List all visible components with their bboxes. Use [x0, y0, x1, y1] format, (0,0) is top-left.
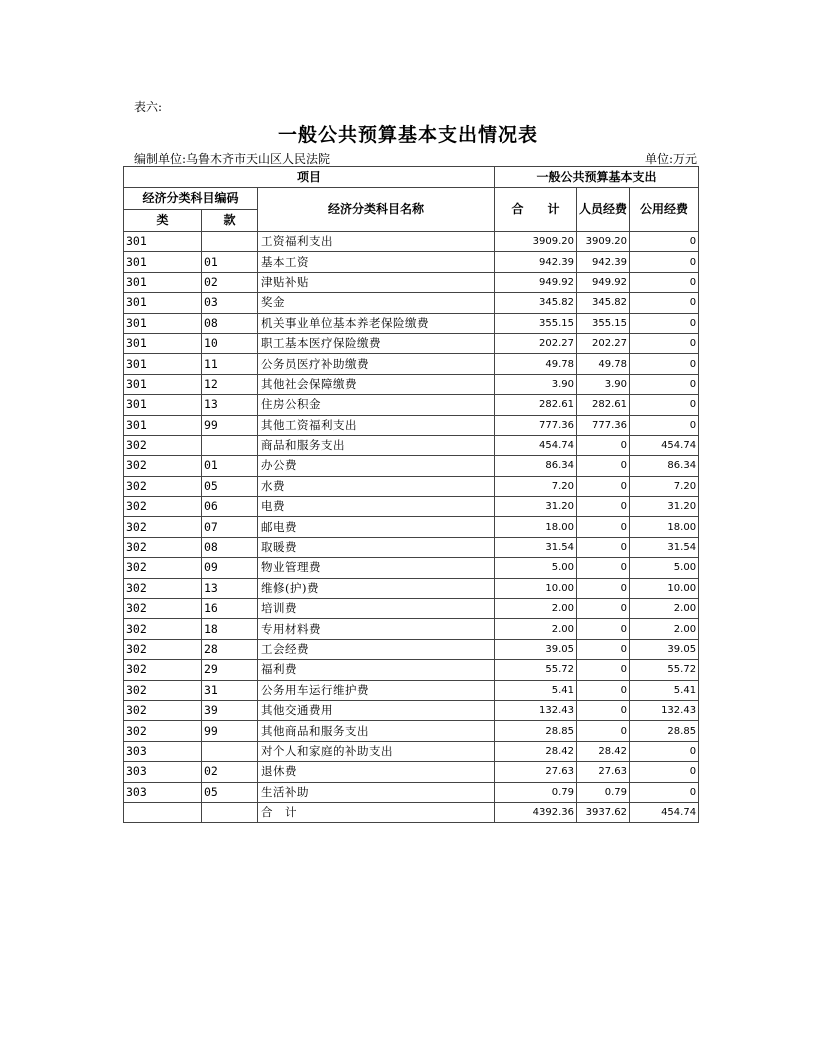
- header-total: 合 计: [495, 188, 577, 232]
- row-total: 7.20: [495, 476, 577, 496]
- row-category: 301: [124, 272, 202, 292]
- row-personnel: 355.15: [577, 313, 630, 333]
- row-category: 302: [124, 619, 202, 639]
- row-name: 电费: [258, 497, 495, 517]
- row-personnel: 0: [577, 619, 630, 639]
- row-public: 0: [630, 252, 699, 272]
- row-public: 31.54: [630, 537, 699, 557]
- row-public: 0: [630, 762, 699, 782]
- row-name: 退休费: [258, 762, 495, 782]
- row-category: 303: [124, 782, 202, 802]
- row-total: 5.41: [495, 680, 577, 700]
- row-public: 132.43: [630, 700, 699, 720]
- row-subcategory: 16: [202, 599, 258, 619]
- row-personnel: 0: [577, 660, 630, 680]
- row-category: 301: [124, 293, 202, 313]
- row-total: 5.00: [495, 558, 577, 578]
- expenditure-table: [123, 166, 699, 823]
- header-item: 项目: [124, 167, 495, 188]
- row-public: 2.00: [630, 619, 699, 639]
- totals-total: 4392.36: [495, 802, 577, 822]
- row-total: 3909.20: [495, 232, 577, 252]
- table-row: [124, 272, 699, 292]
- row-category: 301: [124, 415, 202, 435]
- row-personnel: 0: [577, 476, 630, 496]
- row-personnel: 282.61: [577, 395, 630, 415]
- row-public: 0: [630, 415, 699, 435]
- row-category: 302: [124, 639, 202, 659]
- row-public: 10.00: [630, 578, 699, 598]
- row-name: 其他工资福利支出: [258, 415, 495, 435]
- row-name: 维修(护)费: [258, 578, 495, 598]
- row-name: 生活补助: [258, 782, 495, 802]
- table-row: [124, 395, 699, 415]
- row-public: 0: [630, 272, 699, 292]
- row-subcategory: 08: [202, 313, 258, 333]
- table-row: [124, 619, 699, 639]
- row-personnel: 3.90: [577, 374, 630, 394]
- row-total: 28.42: [495, 741, 577, 761]
- table-body: [124, 232, 699, 803]
- row-personnel: 49.78: [577, 354, 630, 374]
- row-name: 取暖费: [258, 537, 495, 557]
- row-total: 55.72: [495, 660, 577, 680]
- row-category: 302: [124, 721, 202, 741]
- row-name: 基本工资: [258, 252, 495, 272]
- row-subcategory: 02: [202, 762, 258, 782]
- totals-sub: [202, 802, 258, 822]
- row-subcategory: 07: [202, 517, 258, 537]
- row-subcategory: 10: [202, 333, 258, 353]
- table-row: [124, 639, 699, 659]
- row-total: 49.78: [495, 354, 577, 374]
- row-subcategory: 18: [202, 619, 258, 639]
- row-subcategory: 05: [202, 782, 258, 802]
- row-public: 0: [630, 395, 699, 415]
- row-category: 302: [124, 660, 202, 680]
- table-row: [124, 599, 699, 619]
- table-row: [124, 313, 699, 333]
- row-category: 302: [124, 599, 202, 619]
- row-name: 邮电费: [258, 517, 495, 537]
- row-subcategory: 09: [202, 558, 258, 578]
- row-subcategory: 11: [202, 354, 258, 374]
- header-category: 类: [124, 210, 202, 232]
- row-name: 工会经费: [258, 639, 495, 659]
- row-category: 302: [124, 456, 202, 476]
- row-public: 7.20: [630, 476, 699, 496]
- row-total: 39.05: [495, 639, 577, 659]
- row-category: 303: [124, 741, 202, 761]
- row-name: 商品和服务支出: [258, 435, 495, 455]
- row-total: 345.82: [495, 293, 577, 313]
- header-budget-group: 一般公共预算基本支出: [495, 167, 699, 188]
- row-total: 18.00: [495, 517, 577, 537]
- header-subcategory: 款: [202, 210, 258, 232]
- row-name: 专用材料费: [258, 619, 495, 639]
- row-category: 301: [124, 232, 202, 252]
- table-row: [124, 762, 699, 782]
- row-category: 302: [124, 680, 202, 700]
- row-public: 5.00: [630, 558, 699, 578]
- table-row: [124, 517, 699, 537]
- table-row: [124, 700, 699, 720]
- row-personnel: 949.92: [577, 272, 630, 292]
- row-public: 0: [630, 293, 699, 313]
- currency-unit: 单位:万元: [644, 152, 697, 166]
- row-category: 302: [124, 700, 202, 720]
- row-category: 301: [124, 354, 202, 374]
- table-row: [124, 680, 699, 700]
- row-personnel: 777.36: [577, 415, 630, 435]
- row-personnel: 0: [577, 680, 630, 700]
- table-row: [124, 782, 699, 802]
- row-subcategory: 29: [202, 660, 258, 680]
- row-public: 55.72: [630, 660, 699, 680]
- table-row: [124, 558, 699, 578]
- table-row: [124, 660, 699, 680]
- row-total: 2.00: [495, 599, 577, 619]
- row-public: 86.34: [630, 456, 699, 476]
- row-personnel: 942.39: [577, 252, 630, 272]
- table-row: [124, 456, 699, 476]
- row-personnel: 3909.20: [577, 232, 630, 252]
- row-category: 301: [124, 313, 202, 333]
- row-category: 301: [124, 333, 202, 353]
- row-public: 0: [630, 333, 699, 353]
- row-public: 0: [630, 741, 699, 761]
- row-total: 282.61: [495, 395, 577, 415]
- row-total: 2.00: [495, 619, 577, 639]
- row-public: 0: [630, 354, 699, 374]
- row-personnel: 0: [577, 435, 630, 455]
- row-public: 18.00: [630, 517, 699, 537]
- row-subcategory: [202, 435, 258, 455]
- totals-cat: [124, 802, 202, 822]
- table-row: [124, 435, 699, 455]
- row-subcategory: 28: [202, 639, 258, 659]
- table-row: [124, 252, 699, 272]
- header-name: 经济分类科目名称: [258, 188, 495, 232]
- row-subcategory: 39: [202, 700, 258, 720]
- row-name: 其他商品和服务支出: [258, 721, 495, 741]
- row-name: 培训费: [258, 599, 495, 619]
- row-personnel: 0: [577, 578, 630, 598]
- row-category: 302: [124, 537, 202, 557]
- table-row: [124, 293, 699, 313]
- row-name: 公务用车运行维护费: [258, 680, 495, 700]
- table-row: [124, 578, 699, 598]
- row-total: 949.92: [495, 272, 577, 292]
- row-total: 202.27: [495, 333, 577, 353]
- totals-row: [124, 802, 699, 822]
- row-personnel: 202.27: [577, 333, 630, 353]
- document-title: 一般公共预算基本支出情况表: [277, 124, 538, 146]
- row-personnel: 0: [577, 599, 630, 619]
- row-category: 302: [124, 558, 202, 578]
- row-subcategory: 03: [202, 293, 258, 313]
- row-personnel: 0: [577, 639, 630, 659]
- row-name: 职工基本医疗保险缴费: [258, 333, 495, 353]
- row-total: 454.74: [495, 435, 577, 455]
- row-total: 777.36: [495, 415, 577, 435]
- row-name: 其他社会保障缴费: [258, 374, 495, 394]
- row-personnel: 0: [577, 700, 630, 720]
- table-number-label: 表六:: [134, 100, 163, 114]
- row-public: 0: [630, 374, 699, 394]
- row-subcategory: 01: [202, 252, 258, 272]
- row-public: 31.20: [630, 497, 699, 517]
- compiling-unit: 编制单位:乌鲁木齐市天山区人民法院: [134, 152, 331, 166]
- table-row: [124, 721, 699, 741]
- row-total: 132.43: [495, 700, 577, 720]
- row-total: 355.15: [495, 313, 577, 333]
- row-personnel: 345.82: [577, 293, 630, 313]
- table-row: [124, 741, 699, 761]
- row-name: 水费: [258, 476, 495, 496]
- row-name: 福利费: [258, 660, 495, 680]
- row-public: 0: [630, 782, 699, 802]
- row-subcategory: 13: [202, 395, 258, 415]
- row-public: 454.74: [630, 435, 699, 455]
- row-total: 31.20: [495, 497, 577, 517]
- totals-public: 454.74: [630, 802, 699, 822]
- row-category: 301: [124, 374, 202, 394]
- row-category: 302: [124, 476, 202, 496]
- header-personnel: 人员经费: [577, 188, 630, 232]
- row-subcategory: [202, 741, 258, 761]
- table-row: [124, 497, 699, 517]
- row-personnel: 0.79: [577, 782, 630, 802]
- row-total: 28.85: [495, 721, 577, 741]
- row-name: 物业管理费: [258, 558, 495, 578]
- row-category: 301: [124, 395, 202, 415]
- row-total: 10.00: [495, 578, 577, 598]
- table-row: [124, 476, 699, 496]
- row-public: 2.00: [630, 599, 699, 619]
- header-code-group: 经济分类科目编码: [124, 188, 258, 210]
- row-subcategory: 13: [202, 578, 258, 598]
- table-row: [124, 354, 699, 374]
- row-category: 301: [124, 252, 202, 272]
- row-subcategory: 08: [202, 537, 258, 557]
- row-subcategory: 99: [202, 721, 258, 741]
- row-public: 39.05: [630, 639, 699, 659]
- row-personnel: 0: [577, 537, 630, 557]
- row-personnel: 28.42: [577, 741, 630, 761]
- row-subcategory: [202, 232, 258, 252]
- row-personnel: 0: [577, 721, 630, 741]
- row-personnel: 27.63: [577, 762, 630, 782]
- header-public: 公用经费: [630, 188, 699, 232]
- row-personnel: 0: [577, 517, 630, 537]
- row-subcategory: 31: [202, 680, 258, 700]
- row-public: 5.41: [630, 680, 699, 700]
- row-name: 公务员医疗补助缴费: [258, 354, 495, 374]
- row-category: 302: [124, 517, 202, 537]
- row-subcategory: 06: [202, 497, 258, 517]
- row-total: 3.90: [495, 374, 577, 394]
- row-total: 0.79: [495, 782, 577, 802]
- row-name: 津贴补贴: [258, 272, 495, 292]
- row-category: 302: [124, 497, 202, 517]
- row-name: 工资福利支出: [258, 232, 495, 252]
- row-subcategory: 02: [202, 272, 258, 292]
- row-subcategory: 99: [202, 415, 258, 435]
- table-row: [124, 232, 699, 252]
- row-public: 28.85: [630, 721, 699, 741]
- row-subcategory: 01: [202, 456, 258, 476]
- row-total: 86.34: [495, 456, 577, 476]
- row-category: 302: [124, 578, 202, 598]
- totals-personnel: 3937.62: [577, 802, 630, 822]
- totals-label: 合 计: [258, 802, 495, 822]
- row-name: 办公费: [258, 456, 495, 476]
- table-row: [124, 374, 699, 394]
- row-name: 其他交通费用: [258, 700, 495, 720]
- row-category: 302: [124, 435, 202, 455]
- row-personnel: 0: [577, 497, 630, 517]
- row-subcategory: 05: [202, 476, 258, 496]
- row-public: 0: [630, 232, 699, 252]
- row-name: 机关事业单位基本养老保险缴费: [258, 313, 495, 333]
- row-total: 27.63: [495, 762, 577, 782]
- row-name: 住房公积金: [258, 395, 495, 415]
- row-personnel: 0: [577, 456, 630, 476]
- table-row: [124, 415, 699, 435]
- row-category: 303: [124, 762, 202, 782]
- table-row: [124, 333, 699, 353]
- row-subcategory: 12: [202, 374, 258, 394]
- table-row: [124, 537, 699, 557]
- row-total: 942.39: [495, 252, 577, 272]
- row-public: 0: [630, 313, 699, 333]
- row-name: 对个人和家庭的补助支出: [258, 741, 495, 761]
- row-personnel: 0: [577, 558, 630, 578]
- row-total: 31.54: [495, 537, 577, 557]
- row-name: 奖金: [258, 293, 495, 313]
